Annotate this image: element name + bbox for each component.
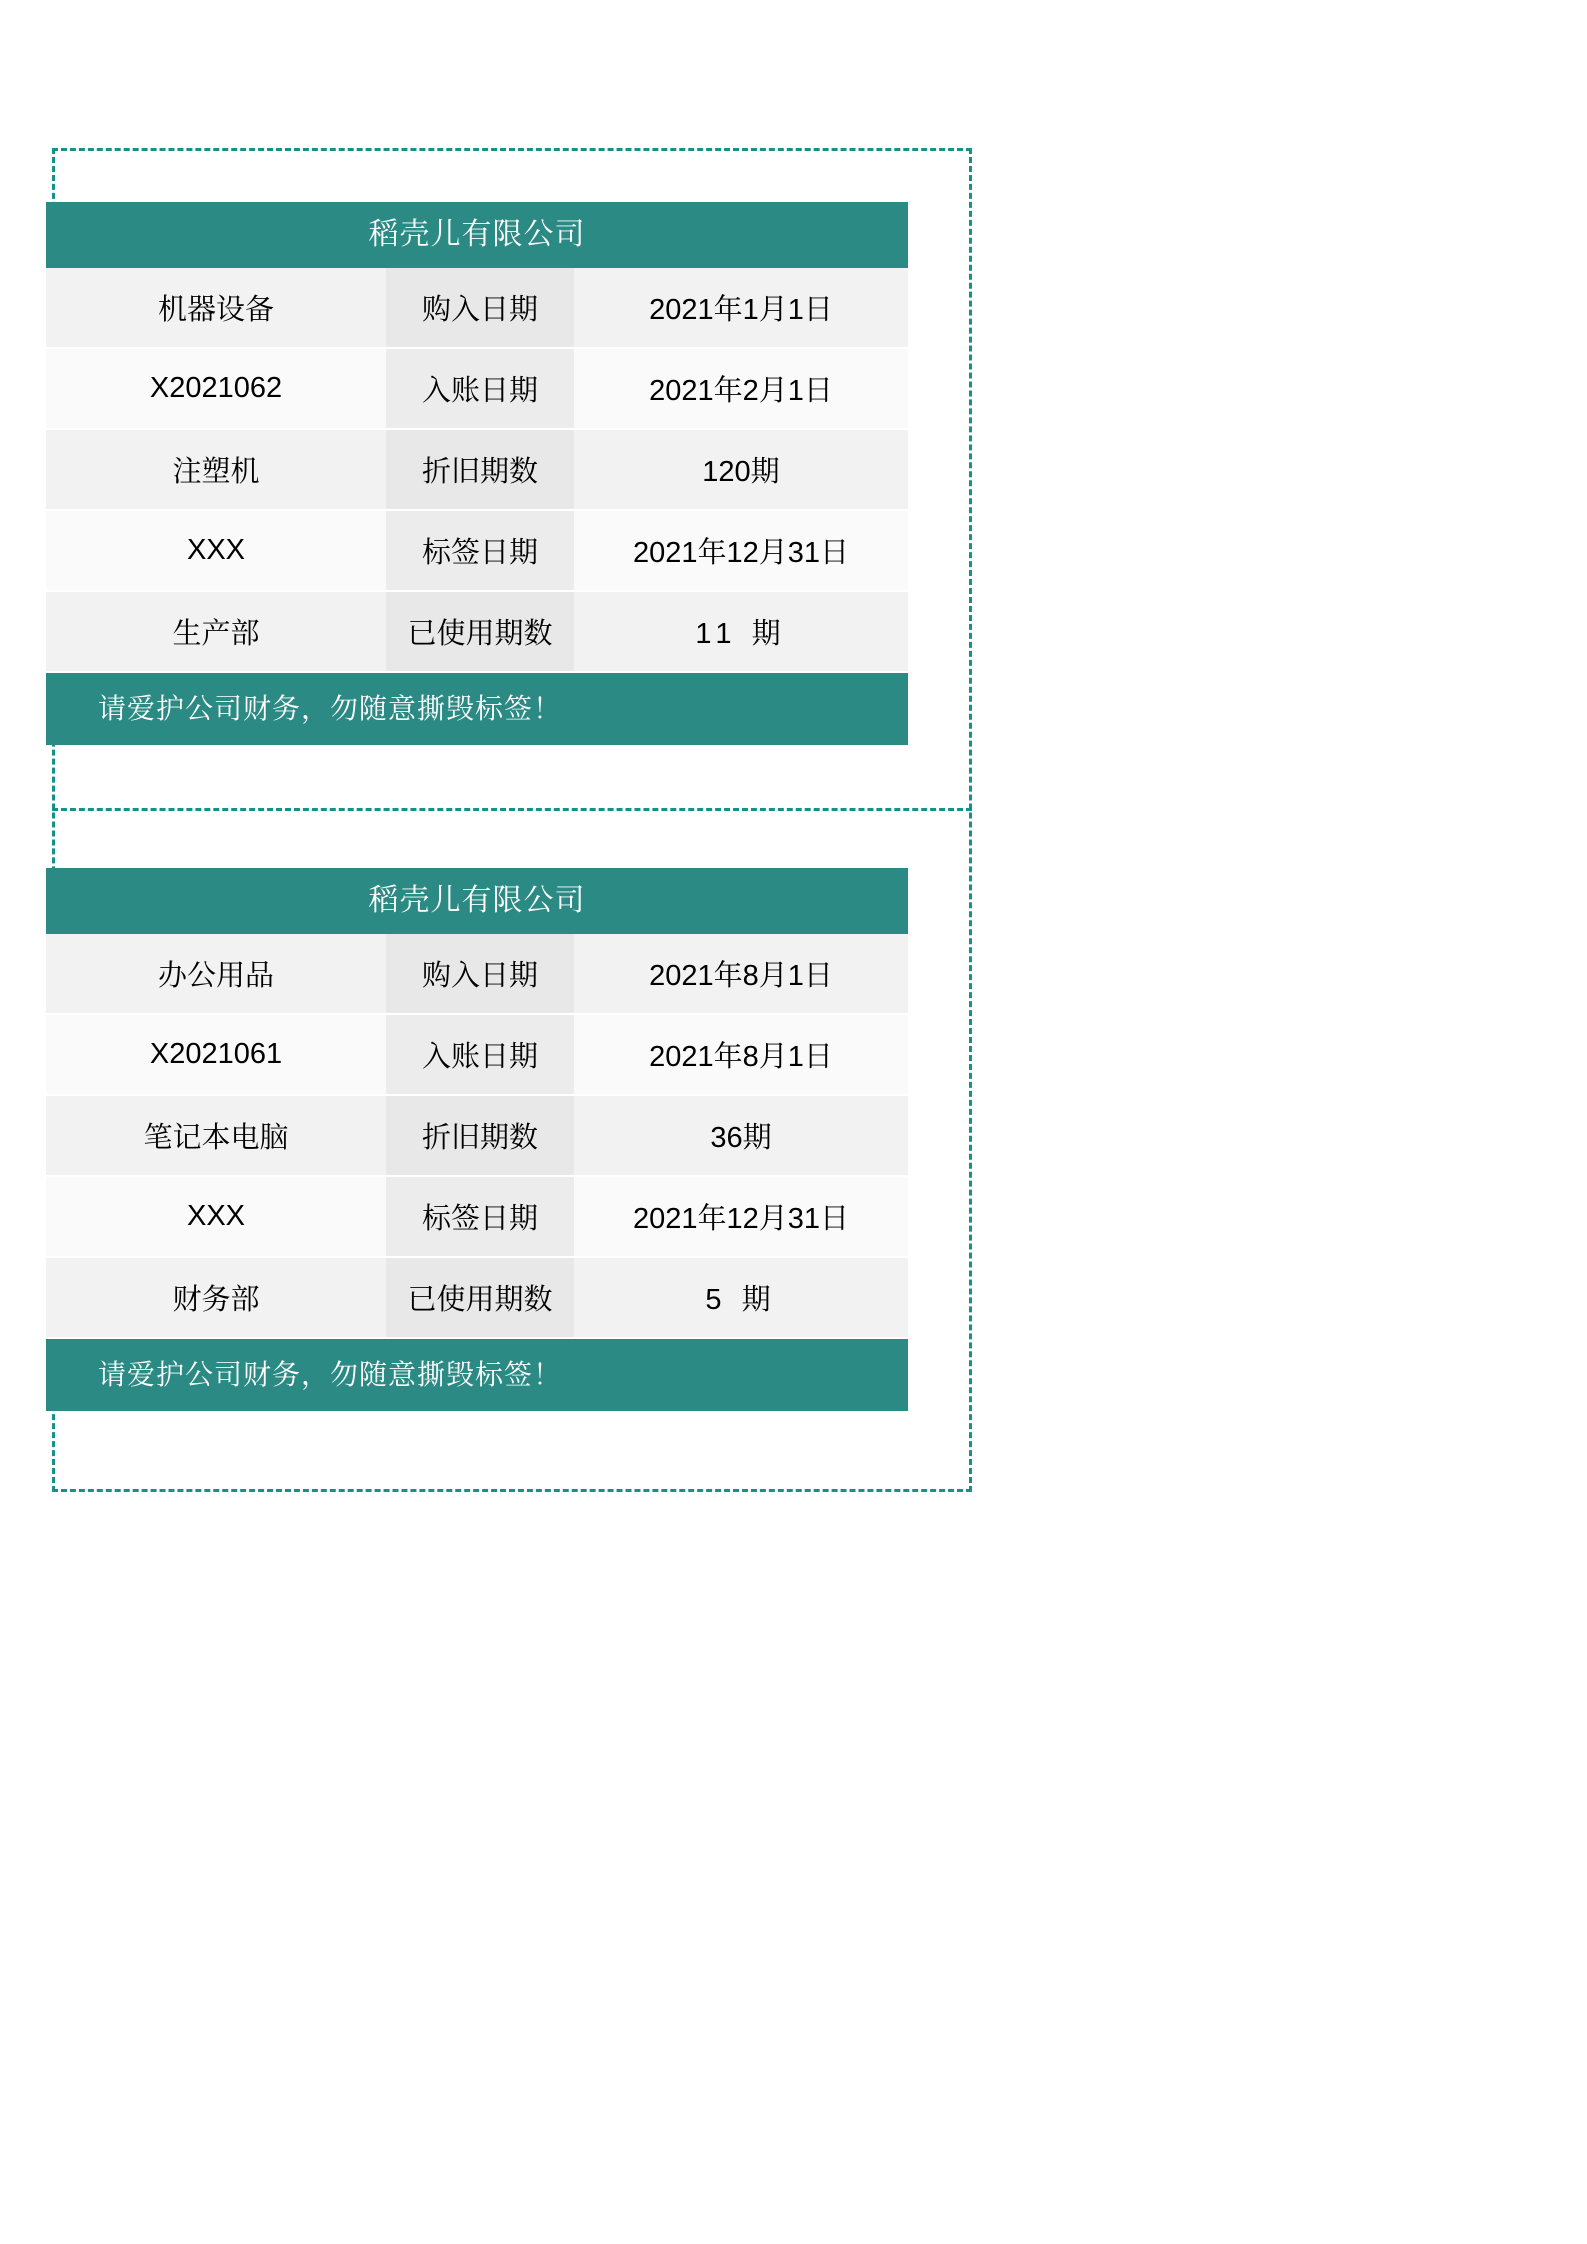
field-label: 已使用期数 [386, 591, 574, 672]
field-label: 购入日期 [386, 934, 574, 1014]
care-notice: 请爱护公司财务，勿随意撕毁标签！ [46, 1339, 908, 1411]
field-label: 折旧期数 [386, 429, 574, 510]
care-notice: 请爱护公司财务，勿随意撕毁标签！ [46, 673, 908, 745]
table-row [46, 268, 908, 348]
asset-name: 注塑机 [46, 429, 386, 510]
asset-category: 办公用品 [46, 934, 386, 1014]
field-label: 入账日期 [386, 348, 574, 429]
asset-department: 生产部 [46, 591, 386, 672]
asset-info-table [46, 268, 908, 673]
asset-code: X2021061 [46, 1014, 386, 1095]
asset-category: 机器设备 [46, 268, 386, 348]
field-label: 已使用期数 [386, 1257, 574, 1338]
company-title: 稻壳儿有限公司 [46, 868, 908, 934]
asset-label-card [46, 868, 908, 1411]
asset-owner: XXX [46, 510, 386, 591]
field-label: 折旧期数 [386, 1095, 574, 1176]
table-row [46, 510, 908, 591]
asset-owner: XXX [46, 1176, 386, 1257]
field-value: 2021年2月1日 [574, 348, 908, 429]
asset-info-table [46, 934, 908, 1339]
table-row [46, 1014, 908, 1095]
table-row [46, 1095, 908, 1176]
company-title: 稻壳儿有限公司 [46, 202, 908, 268]
field-value: 2021年1月1日 [574, 268, 908, 348]
field-value: 2021年12月31日 [574, 1176, 908, 1257]
asset-code: X2021062 [46, 348, 386, 429]
field-value: 11 期 [574, 591, 908, 672]
asset-name: 笔记本电脑 [46, 1095, 386, 1176]
field-value: 120期 [574, 429, 908, 510]
table-row [46, 348, 908, 429]
field-label: 入账日期 [386, 1014, 574, 1095]
field-value: 36期 [574, 1095, 908, 1176]
field-value: 2021年12月31日 [574, 510, 908, 591]
table-row [46, 429, 908, 510]
asset-label-card [46, 202, 908, 745]
table-row [46, 1176, 908, 1257]
field-label: 标签日期 [386, 510, 574, 591]
field-value: 5 期 [574, 1257, 908, 1338]
table-row [46, 591, 908, 672]
table-row [46, 934, 908, 1014]
field-value: 2021年8月1日 [574, 934, 908, 1014]
table-row [46, 1257, 908, 1338]
asset-department: 财务部 [46, 1257, 386, 1338]
field-label: 购入日期 [386, 268, 574, 348]
field-value: 2021年8月1日 [574, 1014, 908, 1095]
field-label: 标签日期 [386, 1176, 574, 1257]
cut-guide-divider [52, 808, 972, 811]
